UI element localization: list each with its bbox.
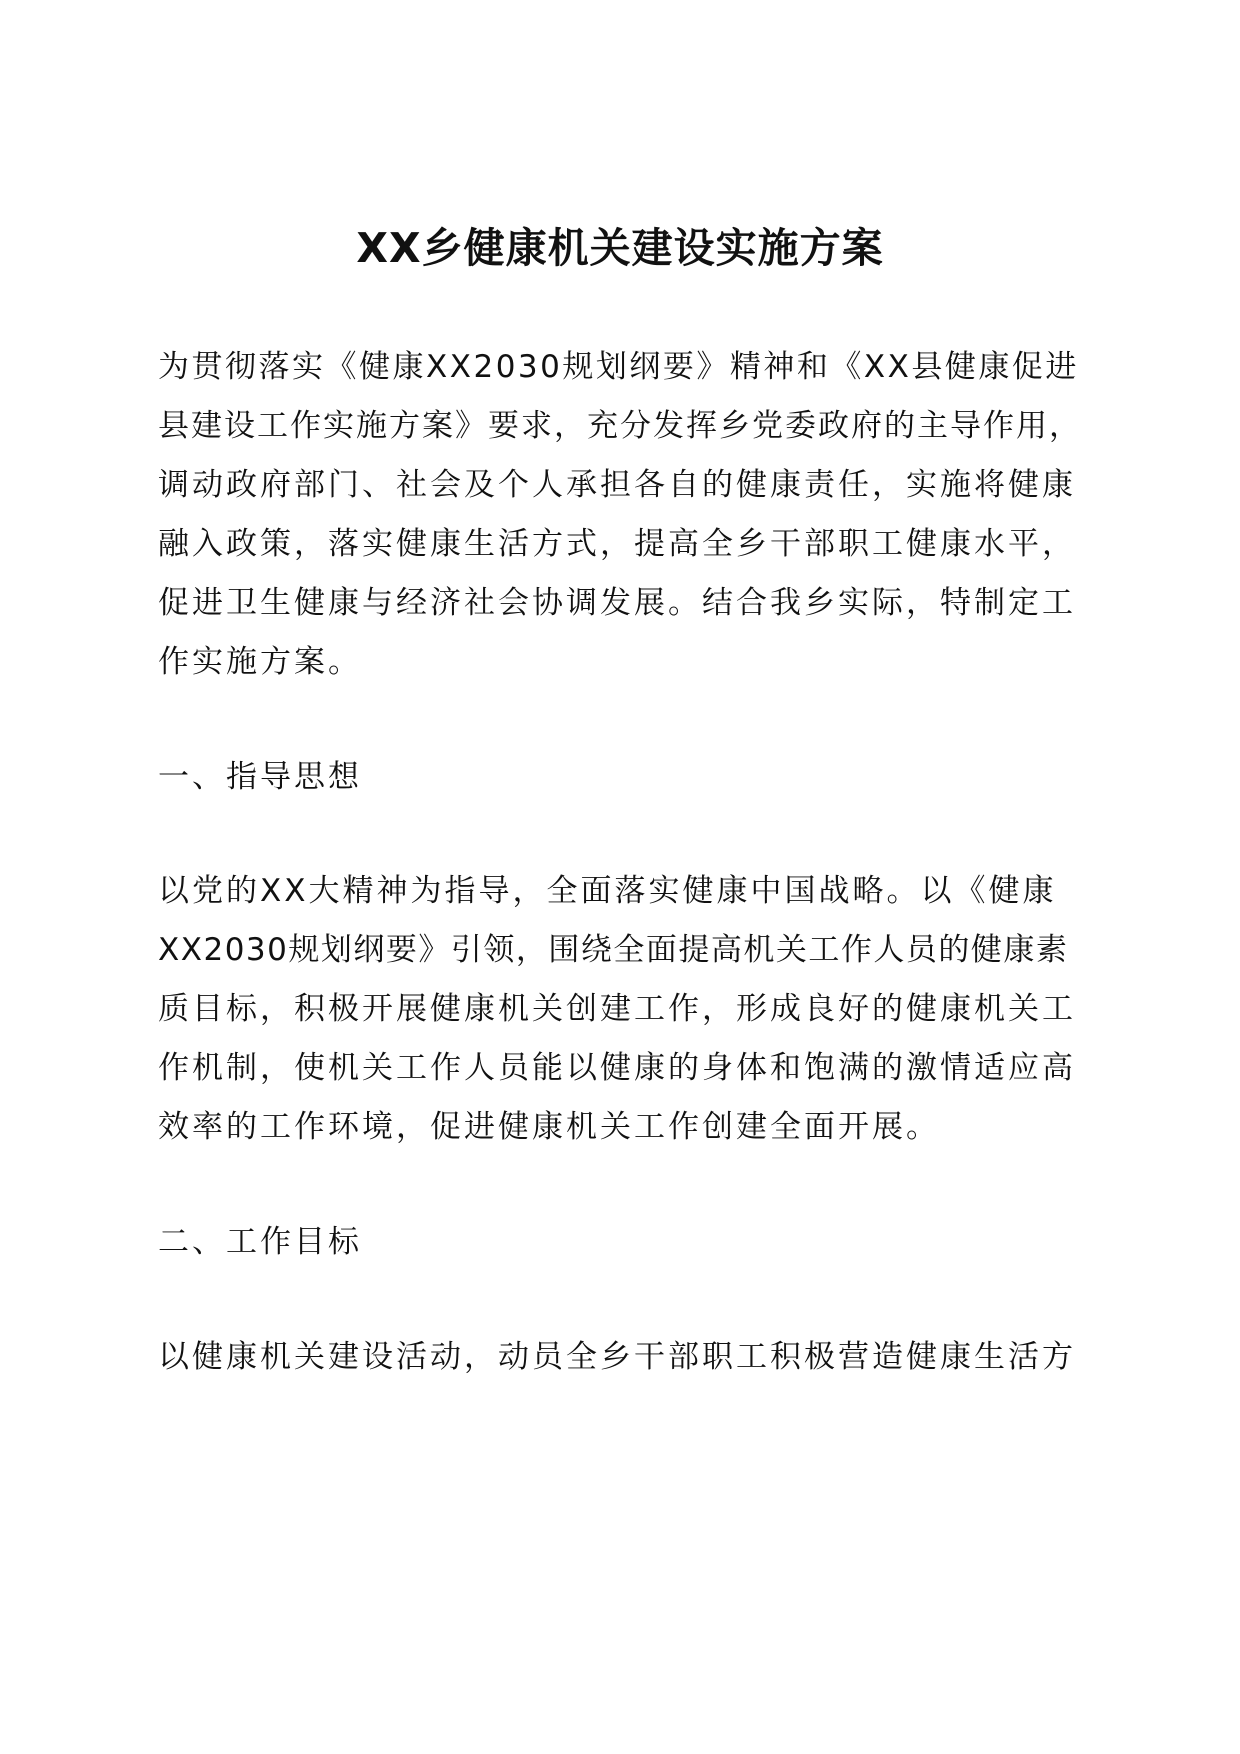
section1-line: 以党的XX大精神为指导，全面落实健康中国战略。以《健康 — [158, 873, 1057, 909]
document-title: XX乡健康机关建设实施方案 — [356, 224, 884, 272]
section2-line: 以健康机关建设活动，动员全乡干部职工积极营造健康生活方 — [158, 1339, 1076, 1375]
section-heading-guiding-ideology: 一、指导思想 — [158, 759, 362, 795]
intro-line: 为贯彻落实《健康XX2030规划纲要》精神和《XX县健康促进 — [158, 349, 1079, 385]
intro-line: 调动政府部门、社会及个人承担各自的健康责任，实施将健康 — [158, 467, 1076, 503]
section1-line: XX2030规划纲要》引领，围绕全面提高机关工作人员的健康素 — [158, 932, 1069, 968]
section1-line: 效率的工作环境，促进健康机关工作创建全面开展。 — [158, 1109, 940, 1145]
section-heading-work-goals: 二、工作目标 — [158, 1224, 362, 1260]
section1-line: 质目标，积极开展健康机关创建工作，形成良好的健康机关工 — [158, 991, 1076, 1027]
intro-line: 县建设工作实施方案》要求，充分发挥乡党委政府的主导作用， — [158, 408, 1082, 444]
intro-line: 作实施方案。 — [158, 644, 362, 680]
intro-line: 融入政策，落实健康生活方式，提高全乡干部职工健康水平， — [158, 526, 1076, 562]
intro-line: 促进卫生健康与经济社会协调发展。结合我乡实际，特制定工 — [158, 585, 1076, 621]
section1-line: 作机制，使机关工作人员能以健康的身体和饱满的激情适应高 — [158, 1050, 1076, 1086]
